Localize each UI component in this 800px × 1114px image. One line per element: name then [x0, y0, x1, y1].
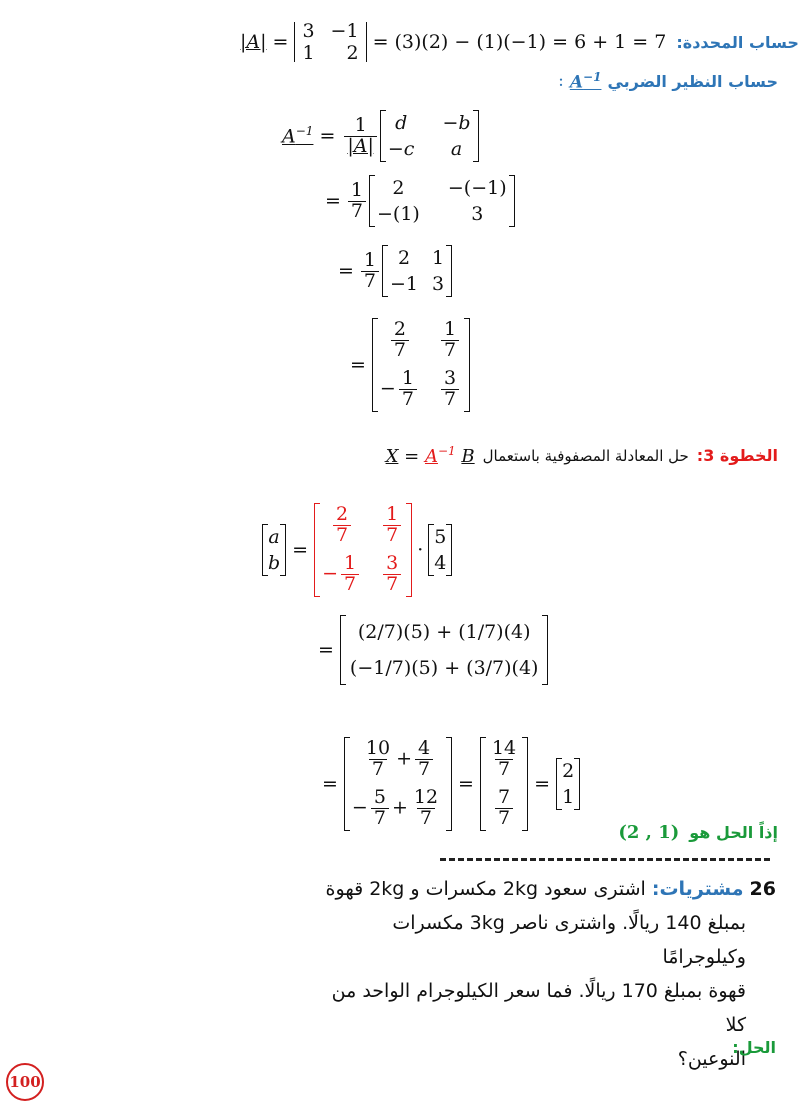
solution-value: (2 , 1) [618, 822, 680, 843]
fraction-result-matrix: $\frac{14}{7}$ $\frac{7}{7}$ [480, 737, 528, 831]
dashed-divider [440, 858, 770, 861]
unknown-vector: a b [262, 524, 286, 576]
product-row-2: (−1/7)(5) + (3/7)(4) [349, 657, 539, 679]
inverse-step-b-matrix: 2 1 −1 3 [382, 245, 452, 297]
inverse-heading: : $A^{-1}$ حساب النظير الضربي [558, 70, 778, 93]
problem-26 [316, 872, 776, 1076]
inverse-fraction: $\frac{1}{|A|}$ [344, 116, 377, 157]
step3-heading: $X = A^{-1}$ B حل المعادلة المصفوفية باستعمال الخطوة 3: [385, 444, 778, 467]
inverse-step-a-matrix: 2 −(−1) −(1) 3 [369, 175, 515, 227]
problem-line-3: قهوة بمبلغ 170 ريالًا. فما سعر الكيلوجرام الواحد من كلا [331, 980, 746, 1036]
problem-line-1: 26 مشتريات: اشترى سعود 2kg مكسرات و 2kg قهوة [325, 878, 776, 900]
inverse-symbol: $A^{-1}$ [569, 70, 602, 93]
problem-title: مشتريات: [651, 878, 744, 900]
matrix-symbol: |A| [240, 31, 267, 53]
page-number: 100 [9, 1073, 41, 1091]
product-matrix [340, 615, 549, 685]
determinant-matrix: 3 −1 1 2 [294, 20, 366, 64]
sum-matrix: $\frac{10}{7}$ + $\frac{4}{7}$ − $\frac{5}{7}$ + $\frac{12}{7}$ [344, 737, 452, 831]
inverse-step-c: = $\frac{2}{7}$ $\frac{1}{7}$ − $\frac{1}{7}$ $\frac{3}{7}$ [350, 318, 470, 412]
product-row-1: (2/7)(5) + (1/7)(4) [357, 621, 531, 643]
problem-line-2: بمبلغ 140 ريالًا. واشترى ناصر 3kg مكسرات وكيلوجرامًا [392, 912, 746, 968]
inverse-formula: $A^{-1}$ = $\frac{1}{|A|}$ d −b −c a [282, 110, 479, 162]
problem-line-4: النوعين؟ [677, 1048, 746, 1070]
solution-label: الحل: [732, 1038, 776, 1057]
matrix-equation: a b = $\frac{2}{7}$ $\frac{1}{7}$ − $\frac{1}{7}$ $\frac{3}{7}$ · 5 4 [262, 503, 452, 597]
inverse-step-a: = $\frac{1}{7}$ 2 −(−1) −(1) 3 [325, 175, 515, 227]
problem-number: 26 [749, 878, 776, 900]
constant-vector: 5 4 [428, 524, 452, 576]
determinant-line: |A| = 3 −1 1 2 = (3)(2) − (1)(−1) = 6 + 1 = 7 حساب المحددة: [240, 20, 799, 64]
page-number-badge [6, 1063, 44, 1101]
final-vector: 2 1 [556, 758, 580, 810]
conclusion-label: إذاً الحل هو [689, 823, 778, 842]
conclusion [618, 822, 778, 843]
adjugate-matrix: d −b −c a [380, 110, 479, 162]
product-expansion: = (2/7)(5) + (1/7)(4) (−1/7)(5) + (3/7)(4) [318, 615, 548, 685]
determinant-expression: = (3)(2) − (1)(−1) = 6 + 1 = 7 [372, 31, 667, 53]
inverse-result-matrix: $\frac{2}{7}$ $\frac{1}{7}$ − $\frac{1}{7}$ $\frac{3}{7}$ [372, 318, 470, 412]
result-line: = $\frac{10}{7}$ + $\frac{4}{7}$ − $\frac{5}{7}$ + $\frac{12}{7}$ = $\frac{14}{7}$ $\frac{7}{7}$ = 2 1 [322, 737, 580, 831]
inverse-matrix-highlighted: $\frac{2}{7}$ $\frac{1}{7}$ − $\frac{1}{7}$ $\frac{3}{7}$ [314, 503, 412, 597]
inverse-step-b: = $\frac{1}{7}$ 2 1 −1 3 [338, 245, 452, 297]
determinant-label: حساب المحددة: [676, 32, 799, 52]
step3-equation: $X = A^{-1}$ B [385, 444, 475, 467]
